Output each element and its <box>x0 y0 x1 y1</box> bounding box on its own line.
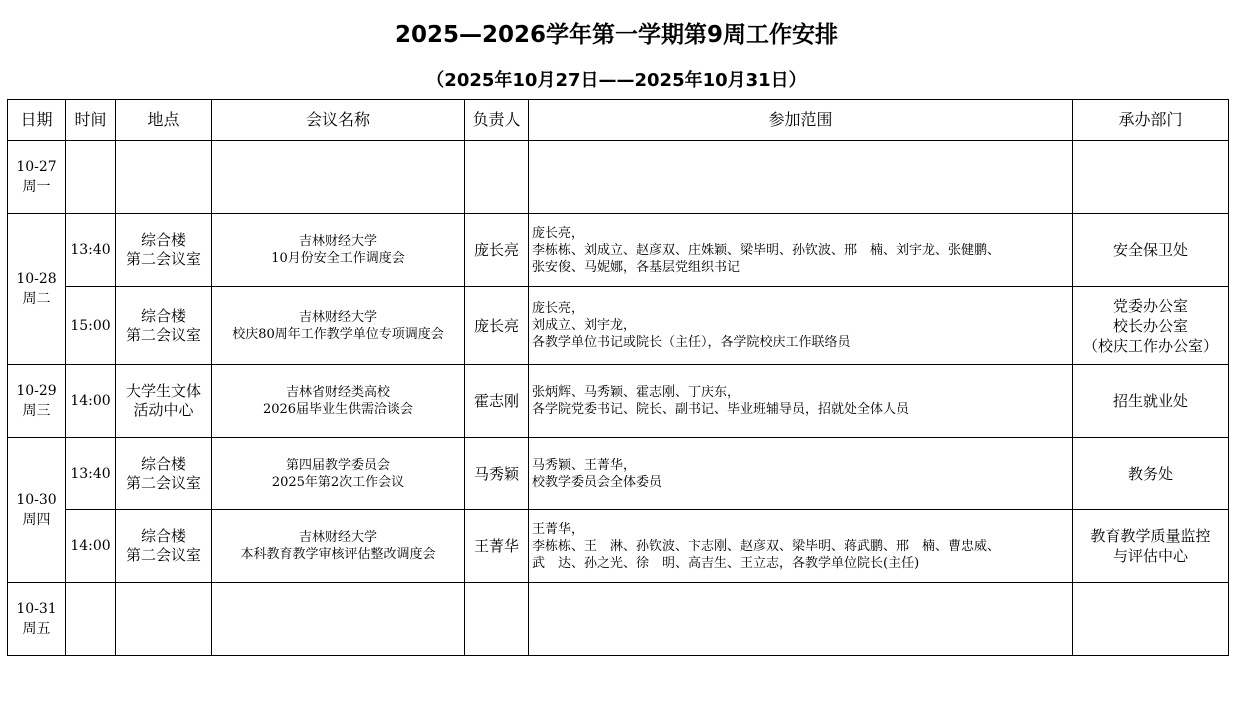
empty-cell <box>529 141 1073 214</box>
table-row <box>8 365 1229 438</box>
header-location: 地点 <box>116 100 212 141</box>
time-cell: 14:00 <box>66 365 116 438</box>
weekday-label: 周一 <box>22 179 51 195</box>
location-cell: 综合楼 第二会议室 <box>116 510 212 583</box>
scope-cell: 王菁华， 李栋栋、王 淋、孙钦波、卞志刚、赵彦双、梁毕明、蒋武鹏、邢 楠、曹忠威、 武 达、孙之光、徐 明、高吉生、王立志，各教学单位院长(主任) <box>529 510 1073 583</box>
empty-cell <box>529 583 1073 656</box>
table-row <box>8 510 1229 583</box>
empty-cell <box>212 141 465 214</box>
meeting-cell: 第四届教学委员会 2025年第2次工作会议 <box>212 438 465 510</box>
empty-cell <box>116 583 212 656</box>
scope-cell: 马秀颖、王菁华， 校教学委员会全体委员 <box>529 438 1073 510</box>
scope-cell: 庞长亮， 李栋栋、刘成立、赵彦双、庄姝颖、梁毕明、孙钦波、邢 楠、刘宇龙、张健鹏、 张安俊、马妮娜，各基层党组织书记 <box>529 214 1073 287</box>
header-meeting: 会议名称 <box>212 100 465 141</box>
date-cell <box>8 583 66 656</box>
date-cell <box>8 214 66 365</box>
time-cell: 15:00 <box>66 287 116 365</box>
weekday-label: 周二 <box>22 291 51 307</box>
location-cell: 综合楼 第二会议室 <box>116 287 212 365</box>
header-scope: 参加范围 <box>529 100 1073 141</box>
date-label: 10-27 <box>16 159 57 175</box>
empty-cell <box>116 141 212 214</box>
scope-cell: 庞长亮， 刘成立、刘宇龙， 各教学单位书记或院长（主任），各学院校庆工作联络员 <box>529 287 1073 365</box>
table-row <box>8 214 1229 287</box>
meeting-cell: 吉林省财经类高校 2026届毕业生供需洽谈会 <box>212 365 465 438</box>
department-cell: 党委办公室 校长办公室 （校庆工作办公室） <box>1073 287 1229 365</box>
date-cell <box>8 141 66 214</box>
empty-cell <box>212 583 465 656</box>
location-cell: 综合楼 第二会议室 <box>116 214 212 287</box>
table-header-row <box>8 100 1229 141</box>
location-cell: 大学生文体 活动中心 <box>116 365 212 438</box>
responsible-cell: 庞长亮 <box>465 214 529 287</box>
time-cell: 14:00 <box>66 510 116 583</box>
meeting-cell: 吉林财经大学 本科教育教学审核评估整改调度会 <box>212 510 465 583</box>
weekday-label: 周三 <box>22 403 51 419</box>
header-responsible: 负责人 <box>465 100 529 141</box>
table-row <box>8 141 1229 214</box>
empty-cell <box>1073 583 1229 656</box>
location-cell: 综合楼 第二会议室 <box>116 438 212 510</box>
header-date: 日期 <box>8 100 66 141</box>
meeting-cell: 吉林财经大学 校庆80周年工作教学单位专项调度会 <box>212 287 465 365</box>
empty-cell <box>465 141 529 214</box>
weekday-label: 周四 <box>22 512 51 528</box>
header-time: 时间 <box>66 100 116 141</box>
time-cell: 13:40 <box>66 438 116 510</box>
department-cell: 安全保卫处 <box>1073 214 1229 287</box>
date-label: 10-30 <box>16 492 57 508</box>
scope-cell: 张炳辉、马秀颖、霍志刚、丁庆东， 各学院党委书记、院长、副书记、毕业班辅导员，招就处全体人员 <box>529 365 1073 438</box>
meeting-cell: 吉林财经大学 10月份安全工作调度会 <box>212 214 465 287</box>
time-cell: 13:40 <box>66 214 116 287</box>
table-row <box>8 583 1229 656</box>
date-cell <box>8 365 66 438</box>
empty-cell <box>66 141 116 214</box>
page-title: 2025—2026学年第一学期第9周工作安排 <box>394 22 839 48</box>
responsible-cell: 马秀颖 <box>465 438 529 510</box>
table-row <box>8 287 1229 365</box>
responsible-cell: 王菁华 <box>465 510 529 583</box>
responsible-cell: 霍志刚 <box>465 365 529 438</box>
date-label: 10-31 <box>16 601 57 617</box>
department-cell: 招生就业处 <box>1073 365 1229 438</box>
weekday-label: 周五 <box>22 621 51 637</box>
empty-cell <box>465 583 529 656</box>
department-cell: 教育教学质量监控 与评估中心 <box>1073 510 1229 583</box>
empty-cell <box>1073 141 1229 214</box>
schedule-table <box>7 99 1229 656</box>
responsible-cell: 庞长亮 <box>465 287 529 365</box>
date-cell <box>8 438 66 583</box>
department-cell: 教务处 <box>1073 438 1229 510</box>
empty-cell <box>66 583 116 656</box>
date-label: 10-29 <box>16 383 57 399</box>
date-range-subtitle: （2025年10月27日——2025年10月31日） <box>426 70 807 91</box>
header-department: 承办部门 <box>1073 100 1229 141</box>
table-row <box>8 438 1229 510</box>
date-label: 10-28 <box>16 271 57 287</box>
